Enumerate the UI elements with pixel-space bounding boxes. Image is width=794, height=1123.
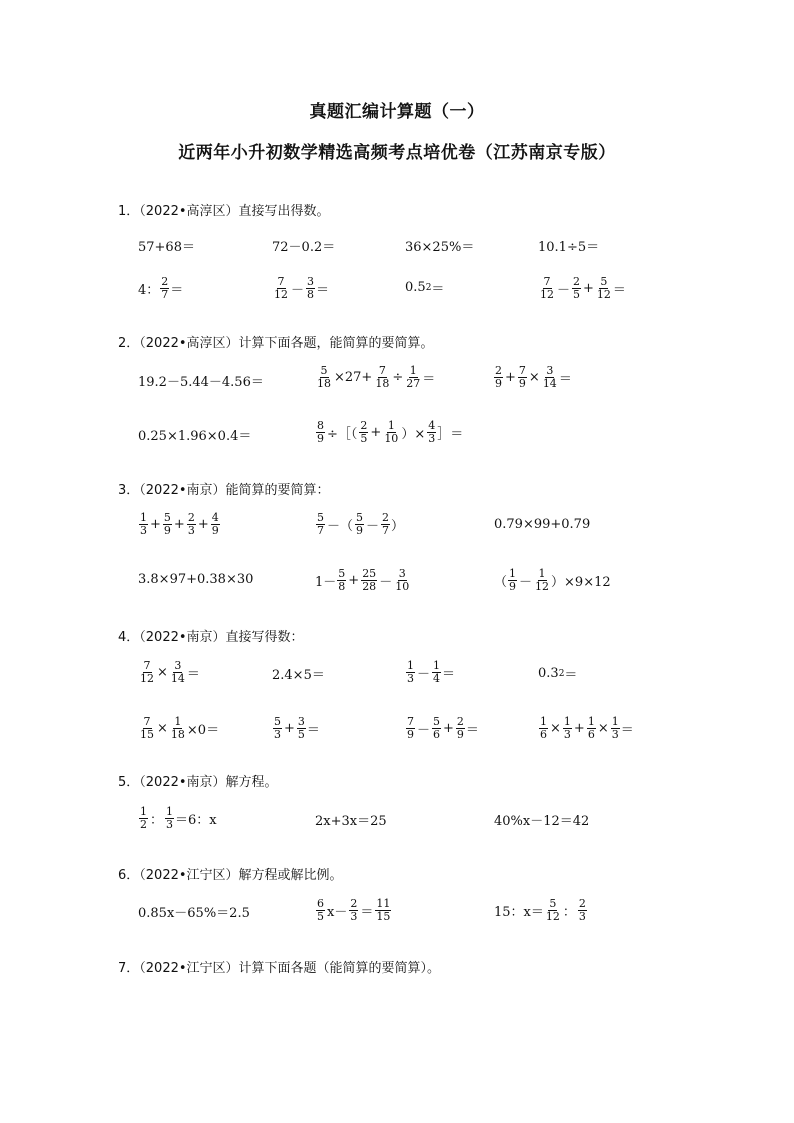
denominator: 15 <box>376 910 391 923</box>
denominator: 3 <box>187 524 195 537</box>
question-3-heading: 3．（2022•南京）能简算的要简算： <box>118 483 330 498</box>
numerator: 1 <box>433 659 441 672</box>
denominator: 18 <box>375 377 390 390</box>
denominator: 10 <box>395 580 410 593</box>
operator: + <box>370 425 382 440</box>
fraction <box>406 660 415 685</box>
numerator: 2 <box>495 364 502 377</box>
numerator: 2 <box>187 511 195 524</box>
q2-expr-c <box>493 365 572 390</box>
denominator: 5 <box>317 910 324 923</box>
fraction <box>139 716 155 741</box>
q1-expr-b: 72－0.2＝ <box>272 240 336 255</box>
numerator: 7 <box>143 715 151 728</box>
fraction <box>563 716 572 741</box>
numerator: 3 <box>307 275 315 288</box>
suffix: ＝6：x <box>175 813 217 828</box>
fraction <box>165 806 174 831</box>
denominator: 18 <box>170 728 185 741</box>
q2-expr-d: 0.25×1.96×0.4＝ <box>138 429 252 444</box>
denominator: 6 <box>540 728 547 741</box>
denominator: 3 <box>407 672 414 685</box>
fraction <box>163 512 172 537</box>
operator: － <box>519 575 533 590</box>
denominator: 7 <box>317 524 324 537</box>
numerator: 6 <box>317 897 324 910</box>
numerator: 3 <box>398 567 406 580</box>
fraction <box>316 898 325 923</box>
operator: ÷ <box>392 370 404 385</box>
q1-e-prefix: 4： <box>138 283 160 298</box>
prefix: 15：x＝ <box>494 905 544 920</box>
numerator: 5 <box>338 567 346 580</box>
denominator: 9 <box>211 524 219 537</box>
base: 0.5 <box>405 280 426 295</box>
title-line-1: 真题汇编计算题（一） <box>309 102 485 122</box>
numerator: 1 <box>509 567 517 580</box>
operator: － <box>557 283 571 298</box>
denominator: 9 <box>317 432 324 445</box>
denominator: 12 <box>596 288 611 301</box>
fraction <box>542 365 558 390</box>
denominator: 12 <box>274 288 288 301</box>
numerator: 11 <box>376 897 391 910</box>
fraction <box>170 660 186 685</box>
fraction <box>337 568 346 593</box>
fraction <box>611 716 620 741</box>
numerator: 5 <box>356 511 364 524</box>
fraction <box>539 276 555 301</box>
numerator: 1 <box>563 715 571 728</box>
denominator: 2 <box>140 818 147 831</box>
operator: － <box>379 575 393 590</box>
operator: ）× <box>401 427 426 442</box>
q6-expr-c <box>494 898 588 923</box>
operator: + <box>583 281 594 296</box>
operator: + <box>197 517 209 532</box>
suffix: ＝ <box>612 283 626 298</box>
operator: + <box>505 370 516 385</box>
operator: －（ <box>327 519 354 534</box>
denominator: 3 <box>140 524 147 537</box>
fraction <box>139 660 155 685</box>
q1-expr-d: 10.1÷5＝ <box>538 240 600 255</box>
operator: ＝ <box>360 905 374 920</box>
fraction <box>596 276 612 301</box>
q1-expr-f <box>272 276 329 301</box>
numerator: 4 <box>428 419 436 432</box>
q1-expr-a: 57+68＝ <box>138 240 195 255</box>
numerator: 3 <box>546 364 554 377</box>
fraction <box>273 276 289 301</box>
q3-expr-f <box>494 568 611 593</box>
fraction <box>539 716 548 741</box>
denominator: 8 <box>338 580 346 593</box>
operator: － <box>417 723 431 738</box>
numerator: 7 <box>407 715 414 728</box>
fraction <box>374 365 390 390</box>
numerator: 2 <box>350 897 358 910</box>
denominator: 12 <box>545 910 560 923</box>
denominator: 9 <box>163 524 171 537</box>
q1-e-suffix: ＝ <box>170 283 184 298</box>
q4-expr-h <box>538 716 634 741</box>
denominator: 5 <box>360 432 368 445</box>
numerator: 1 <box>140 511 147 524</box>
operator: + <box>284 721 295 736</box>
fraction <box>359 420 368 445</box>
denominator: 6 <box>587 728 595 741</box>
denominator: 9 <box>456 728 464 741</box>
q3-expr-a <box>138 512 221 537</box>
numerator: 3 <box>297 715 305 728</box>
fraction <box>355 512 364 537</box>
fraction <box>139 806 148 831</box>
fraction <box>432 660 441 685</box>
q4-expr-b: 2.4×5＝ <box>272 668 325 683</box>
fraction <box>160 276 169 301</box>
suffix: ＝ <box>431 282 445 297</box>
denominator: 18 <box>317 377 331 390</box>
q3-expr-d: 3.8×97+0.38×30 <box>138 572 254 587</box>
numerator: 25 <box>362 567 377 580</box>
q1-expr-h <box>538 276 626 301</box>
fraction <box>406 716 415 741</box>
q4-expr-e <box>138 716 219 741</box>
fraction <box>139 512 148 537</box>
suffix: ］＝ <box>437 427 464 442</box>
q3-expr-b <box>315 512 404 537</box>
q2-expr-a: 19.2－5.44－4.56＝ <box>138 375 264 390</box>
numerator: 1 <box>538 567 546 580</box>
denominator: 14 <box>170 672 185 685</box>
operator: × <box>528 370 540 385</box>
suffix: ＝ <box>186 667 200 682</box>
denominator: 3 <box>274 728 281 741</box>
fraction <box>518 365 527 390</box>
numerator: 5 <box>317 511 324 524</box>
denominator: 15 <box>140 728 154 741</box>
denominator: 12 <box>540 288 554 301</box>
operator: × <box>597 721 609 736</box>
suffix: ＝ <box>442 667 456 682</box>
operator: + <box>173 517 185 532</box>
fraction <box>545 898 561 923</box>
suffix: ＝ <box>558 372 572 387</box>
title-line-2: 近两年小升初数学精选高频考点培优卷（江苏南京专版） <box>178 143 616 163</box>
operator: ： <box>562 905 576 920</box>
fraction <box>306 276 315 301</box>
numerator: 2 <box>382 511 390 524</box>
denominator: 14 <box>542 377 557 390</box>
numerator: 1 <box>166 805 174 818</box>
denominator: 6 <box>433 728 441 741</box>
numerator: 2 <box>578 897 586 910</box>
denominator: 3 <box>166 818 174 831</box>
operator: － <box>366 519 380 534</box>
numerator: 7 <box>518 364 526 377</box>
fraction <box>297 716 306 741</box>
q4-expr-c <box>405 660 455 685</box>
fraction <box>316 365 332 390</box>
operator: ×27+ <box>334 370 373 385</box>
question-5-heading: 5．（2022•南京）解方程。 <box>118 775 278 790</box>
operator: － <box>417 667 431 682</box>
numerator: 8 <box>317 419 324 432</box>
denominator: 3 <box>563 728 571 741</box>
fraction <box>534 568 550 593</box>
denominator: 5 <box>297 728 305 741</box>
numerator: 7 <box>277 275 285 288</box>
numerator: 1 <box>407 659 414 672</box>
q4-expr-g <box>405 716 479 741</box>
denominator: 12 <box>535 580 550 593</box>
numerator: 2 <box>573 275 581 288</box>
fraction <box>187 512 196 537</box>
denominator: 10 <box>384 432 399 445</box>
q1-expr-g <box>405 278 444 297</box>
numerator: 2 <box>456 715 464 728</box>
operator: + <box>443 721 454 736</box>
fraction <box>211 512 220 537</box>
operator: + <box>348 573 360 588</box>
question-7-heading: 7．（2022•江宁区）计算下面各题（能简算的要简算）。 <box>118 961 441 976</box>
suffix: ＝ <box>465 723 479 738</box>
numerator: 3 <box>174 659 182 672</box>
base: 0.3 <box>538 666 559 681</box>
numerator: 2 <box>161 275 169 288</box>
suffix: ＝ <box>620 723 634 738</box>
denominator: 8 <box>307 288 315 301</box>
numerator: 1 <box>140 805 147 818</box>
denominator: 9 <box>356 524 364 537</box>
operator: － <box>291 283 305 298</box>
fraction <box>170 716 186 741</box>
numerator: 2 <box>360 419 368 432</box>
fraction <box>316 512 325 537</box>
fraction <box>394 568 410 593</box>
suffix: ）×9×12 <box>551 575 611 590</box>
q5-expr-a <box>138 806 217 831</box>
denominator: 7 <box>161 288 169 301</box>
exponent: 2 <box>425 282 432 293</box>
numerator: 5 <box>274 715 281 728</box>
q1-expr-e <box>138 276 183 301</box>
operator: ： <box>150 813 164 828</box>
fraction <box>349 898 358 923</box>
q4-expr-d <box>538 664 577 683</box>
numerator: 5 <box>320 364 328 377</box>
operator: + <box>150 517 161 532</box>
numerator: 1 <box>174 715 182 728</box>
operator: × <box>550 721 561 736</box>
operator: x－ <box>327 905 348 920</box>
denominator: 3 <box>578 910 586 923</box>
numerator: 7 <box>143 659 151 672</box>
denominator: 9 <box>518 377 526 390</box>
operator: + <box>573 721 585 736</box>
fraction <box>383 420 399 445</box>
denominator: 9 <box>407 728 414 741</box>
denominator: 3 <box>428 432 436 445</box>
fraction <box>375 898 391 923</box>
q4-expr-f <box>272 716 320 741</box>
fraction <box>432 716 441 741</box>
denominator: 3 <box>611 728 619 741</box>
denominator: 3 <box>350 910 358 923</box>
prefix: （ <box>494 575 508 590</box>
q6-expr-b <box>315 898 392 923</box>
denominator: 4 <box>433 672 441 685</box>
denominator: 7 <box>382 524 390 537</box>
q4-expr-a <box>138 660 200 685</box>
operator: ÷［（ <box>327 427 358 442</box>
q1-expr-c: 36×25%＝ <box>405 240 475 255</box>
q3-expr-e <box>315 568 411 593</box>
suffix: ＝ <box>564 668 578 683</box>
operator: × <box>157 721 168 736</box>
denominator: 27 <box>406 377 421 390</box>
denominator: 9 <box>509 580 517 593</box>
fraction <box>381 512 390 537</box>
suffix: ＝ <box>306 723 320 738</box>
suffix: ＝ <box>422 372 436 387</box>
numerator: 1 <box>587 715 595 728</box>
numerator: 5 <box>433 715 441 728</box>
numerator: 7 <box>543 275 551 288</box>
fraction <box>361 568 377 593</box>
q1-f-suffix: ＝ <box>316 283 330 298</box>
numerator: 1 <box>540 715 547 728</box>
numerator: 1 <box>409 364 417 377</box>
question-4-heading: 4．（2022•南京）直接写得数： <box>118 630 304 645</box>
fraction <box>494 365 503 390</box>
suffix: ×0＝ <box>186 723 220 738</box>
operator: × <box>157 665 168 680</box>
exponent: 2 <box>558 668 565 679</box>
fraction <box>405 365 421 390</box>
fraction <box>273 716 282 741</box>
fraction <box>427 420 436 445</box>
numerator: 5 <box>163 511 171 524</box>
fraction <box>578 898 587 923</box>
question-1-heading: 1．（2022•高淳区）直接写出得数。 <box>118 204 330 219</box>
fraction <box>572 276 581 301</box>
fraction <box>508 568 517 593</box>
q3-expr-c: 0.79×99+0.79 <box>494 517 591 532</box>
denominator: 12 <box>140 672 154 685</box>
q5-expr-b: 2x+3x＝25 <box>315 814 387 829</box>
prefix: 1－ <box>315 575 337 590</box>
numerator: 7 <box>378 364 386 377</box>
denominator: 28 <box>362 580 377 593</box>
q5-expr-c: 40%x－12＝42 <box>494 814 590 829</box>
fraction <box>587 716 596 741</box>
question-2-heading: 2．（2022•高淳区）计算下面各题，能简算的要简算。 <box>118 336 434 351</box>
q6-expr-a: 0.85x－65%＝2.5 <box>138 906 250 921</box>
suffix: ） <box>391 519 405 534</box>
question-6-heading: 6．（2022•江宁区）解方程或解比例。 <box>118 868 343 883</box>
fraction <box>456 716 465 741</box>
denominator: 9 <box>495 377 502 390</box>
denominator: 5 <box>573 288 581 301</box>
numerator: 4 <box>211 511 219 524</box>
numerator: 5 <box>600 275 608 288</box>
q2-expr-e <box>315 420 463 445</box>
fraction <box>316 420 325 445</box>
numerator: 1 <box>387 419 395 432</box>
numerator: 5 <box>549 897 557 910</box>
numerator: 1 <box>611 715 619 728</box>
q2-expr-b <box>315 365 435 390</box>
